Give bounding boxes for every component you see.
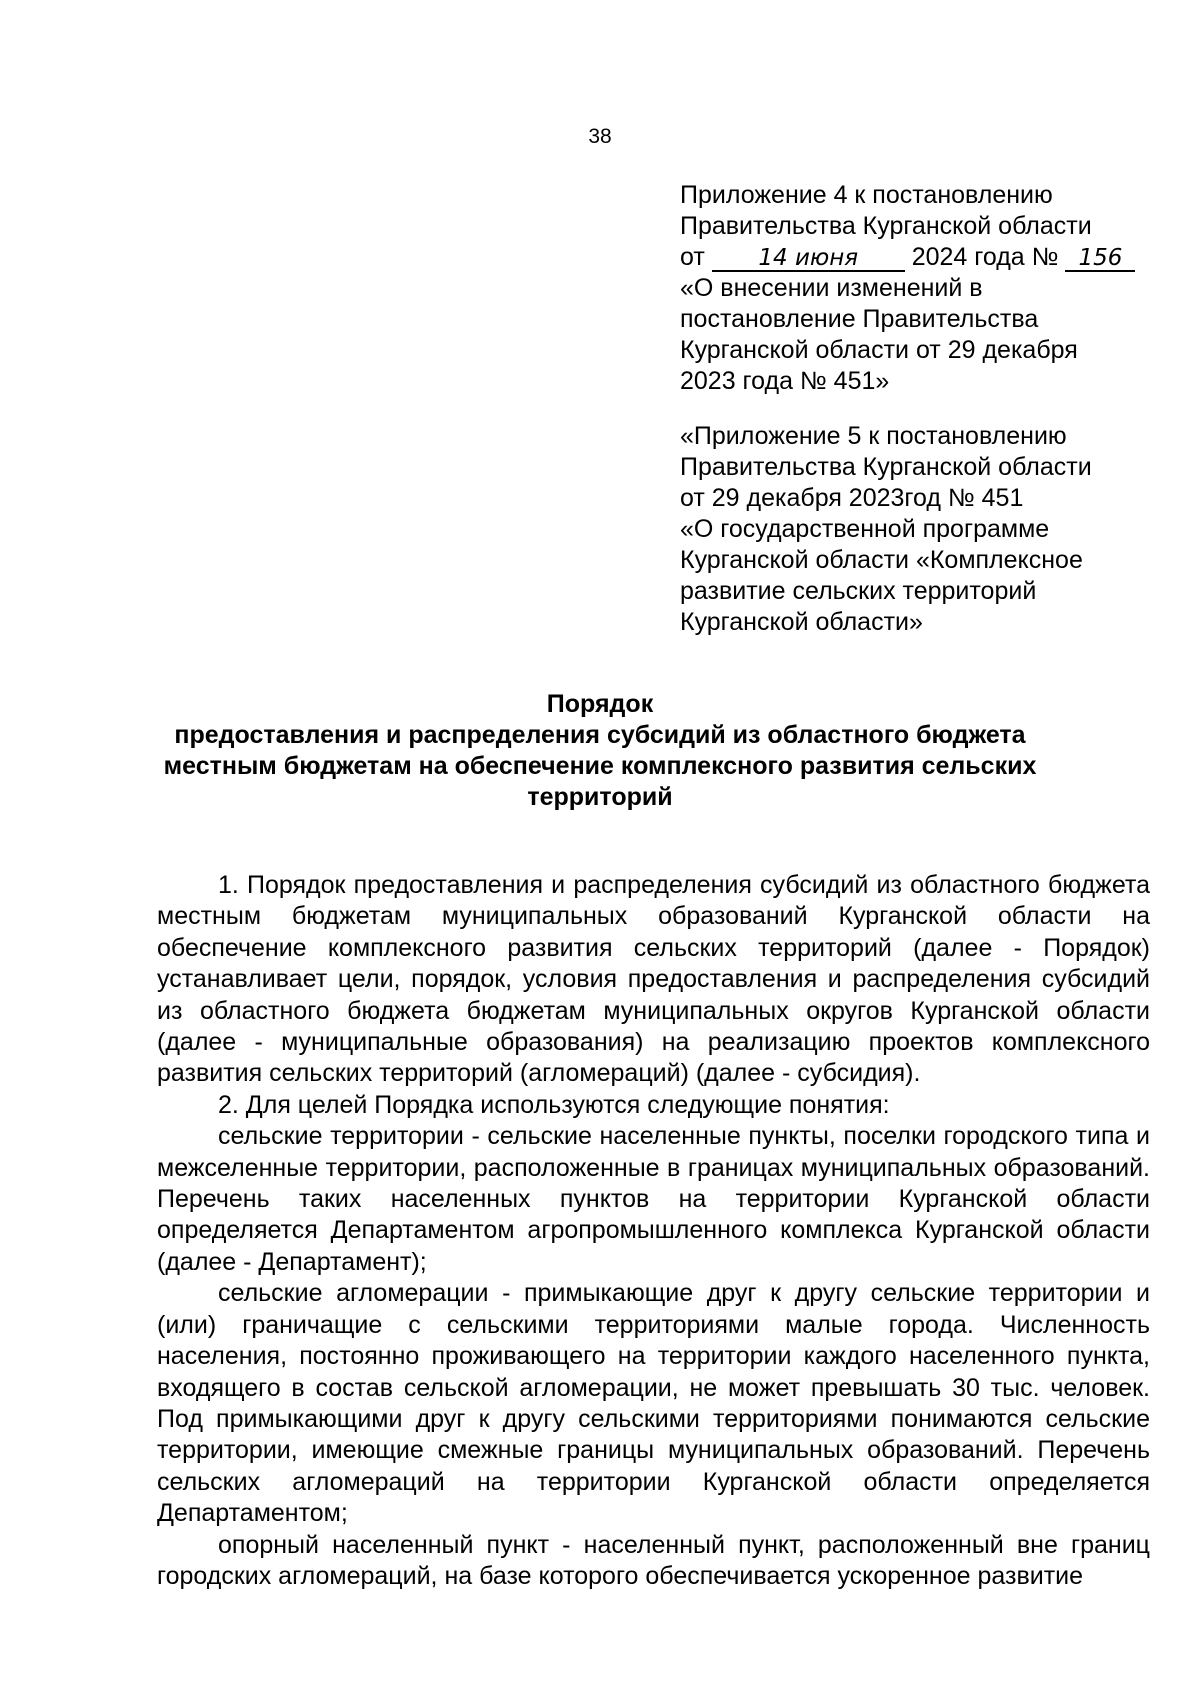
appendix-4-line-7: 2023 года № 451» (680, 367, 890, 395)
title-line-1: Порядок (546, 690, 654, 718)
appendix-4-date-line (680, 242, 1180, 273)
title-line-2: предоставления и распределения субсидий из областного бюджета (174, 721, 1026, 749)
appendix-4-line-1: Приложение 4 к постановлению (680, 181, 1053, 209)
document-body (157, 870, 1150, 1592)
appendix-5-line-5: Курганской области «Комплексное (680, 546, 1083, 574)
handwritten-number: 156 (1065, 246, 1135, 272)
appendix-5-line-4: «О государственной программе (680, 515, 1050, 543)
title-line-4: территорий (527, 783, 673, 811)
appendix-5-line-3: от 29 декабря 2023год № 451 (680, 484, 1024, 512)
appendix-4-line-5: постановление Правительства (680, 305, 1039, 333)
handwritten-date: 14 июня (712, 246, 905, 272)
appendix-5-line-7: Курганской области» (680, 608, 923, 636)
appendix-5-line-6: развитие сельских территорий (680, 577, 1037, 605)
appendix-4-line-6: Курганской области от 29 декабря (680, 336, 1078, 364)
appendix-4-line-4: «О внесении изменений в (680, 274, 983, 302)
paragraph: 2. Для целей Порядка используются следующие понятия: (218, 1090, 890, 1119)
title-line-3: местным бюджетам на обеспечение комплексного развития сельских (163, 752, 1037, 780)
paragraph: сельские территории - сельские населенные пункты, поселки городского типа и межселенные территории, расположенные в границах муниципальных образований. Перечень таких населенных пунктов на территории Курганской области определяется Департаментом агропромышленного комплекса Курганской области (далее - Департамент); (157, 1122, 1150, 1276)
appendix-4-header (680, 180, 1180, 397)
paragraph: сельские агломерации - примыкающие друг к другу сельские территории и (или) граничащие с сельскими территориями малые города. Численность населения, постоянно проживающего на территории каждого населенного пункта, входящего в состав сельской агломерации, не может превышать 30 тыс. человек. Под примыкающими друг к другу сельскими территориями понимаются сельские территории, имеющие смежные границы муниципальных образований. Перечень сельских агломераций на территории Курганской области определяется Департаментом; (157, 1279, 1150, 1528)
date-prefix: от (680, 243, 705, 271)
page-number: 38 (588, 125, 612, 148)
paragraph: опорный населенный пункт - населенный пункт, расположенный вне границ городских агломераций, на базе которого обеспечивается ускоренное развитие (157, 1530, 1150, 1590)
year-text: 2024 года № (911, 243, 1059, 271)
appendix-5-line-1: «Приложение 5 к постановлению (680, 422, 1067, 450)
appendix-5-line-2: Правительства Курганской области (680, 453, 1092, 481)
appendix-5-header (680, 421, 1180, 638)
paragraph: 1. Порядок предоставления и распределения субсидий из областного бюджета местным бюджетам муниципальных образований Курганской области на обеспечение комплексного развития сельских территорий (далее - Порядок) устанавливает цели, порядок, условия предоставления и распределения субсидий из областного бюджета бюджетам муниципальных округов Курганской области (далее - муниципальные образования) на реализацию проектов комплексного развития сельских территорий (агломераций) (далее - субсидия). (157, 871, 1150, 1088)
document-title (120, 689, 1080, 813)
appendix-4-line-2: Правительства Курганской области (680, 212, 1092, 240)
